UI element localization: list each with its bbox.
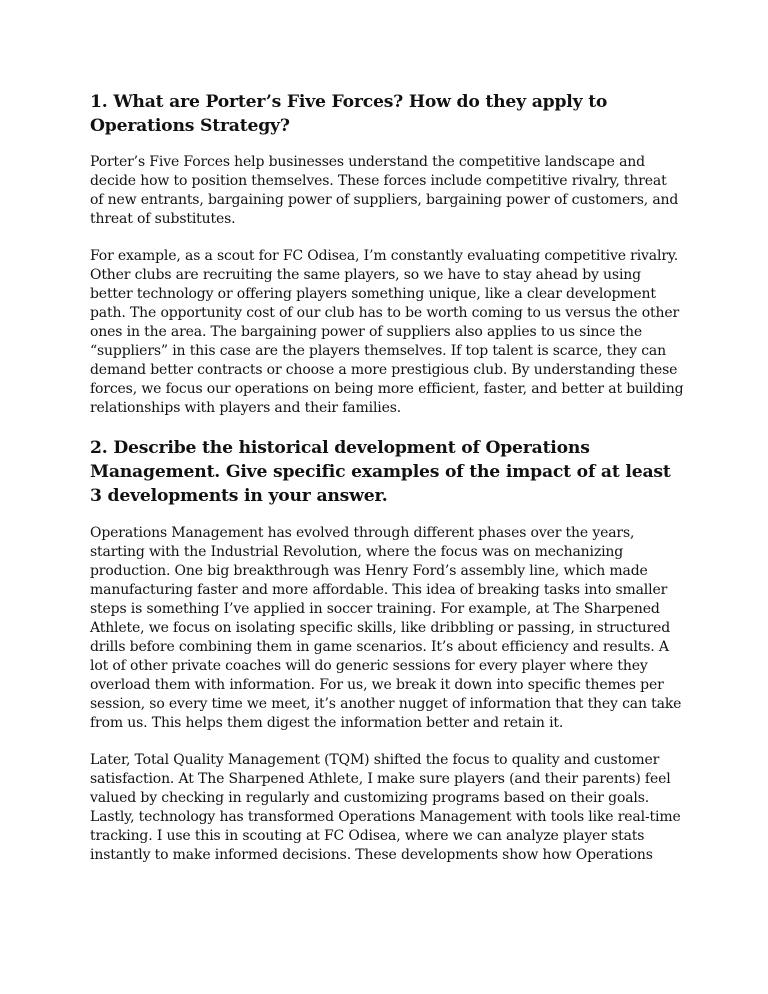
question-1-heading: 1. What are Porter’s Five Forces? How do they apply to Operations Strategy? xyxy=(90,92,608,136)
question-2-heading: 2. Describe the historical development of Operations Management. Give specific examples of the impact of at least 3 developments in your answer. xyxy=(90,438,671,506)
question-2-paragraph-1: Operations Management has evolved through different phases over the years, starting with the Industrial Revolution, where the focus was on mechanizing production. One big breakthrough was Henry Ford’s assembly line, which made manufacturing faster and more affordable. This idea of breaking tasks into smaller steps is something I’ve applied in soccer training. For example, at The Sharpened Athlete, we focus on isolating specific skills, like dribbling or passing, in structured drills before combining them in game scenarios. It’s about efficiency and results. A lot of other private coaches will do generic sessions for every player where they overload them with information. For us, we break it down into specific themes per session, so every time we meet, it’s another nugget of information that they can take from us. This helps them digest the information better and retain it. xyxy=(90,525,682,731)
question-2-paragraph-2: Later, Total Quality Management (TQM) shifted the focus to quality and customer satisfaction. At The Sharpened Athlete, I make sure players (and their parents) feel valued by checking in regularly and customizing programs based on their goals. Lastly, technology has transformed Operations Management with tools like real-time tracking. I use this in scouting at FC Odisea, where we can analyze player stats instantly to make informed decisions. These developments show how Operations xyxy=(90,752,681,863)
document-page xyxy=(90,90,684,865)
question-1-paragraph-2: For example, as a scout for FC Odisea, I’m constantly evaluating competitive rivalry. Other clubs are recruiting the same players, so we have to stay ahead by using better technology or offering players something unique, like a clear development path. The opportunity cost of our club has to be worth coming to us versus the other ones in the area. The bargaining power of suppliers also applies to us since the “suppliers” in this case are the players themselves. If top talent is scarce, they can demand better contracts or choose a more prestigious club. By understanding these forces, we focus our operations on being more efficient, faster, and better at building relationships with players and their families. xyxy=(90,248,684,416)
question-1-paragraph-1: Porter’s Five Forces help businesses understand the competitive landscape and decide how to position themselves. These forces include competitive rivalry, threat of new entrants, bargaining power of suppliers, bargaining power of customers, and threat of substitutes. xyxy=(90,154,679,227)
